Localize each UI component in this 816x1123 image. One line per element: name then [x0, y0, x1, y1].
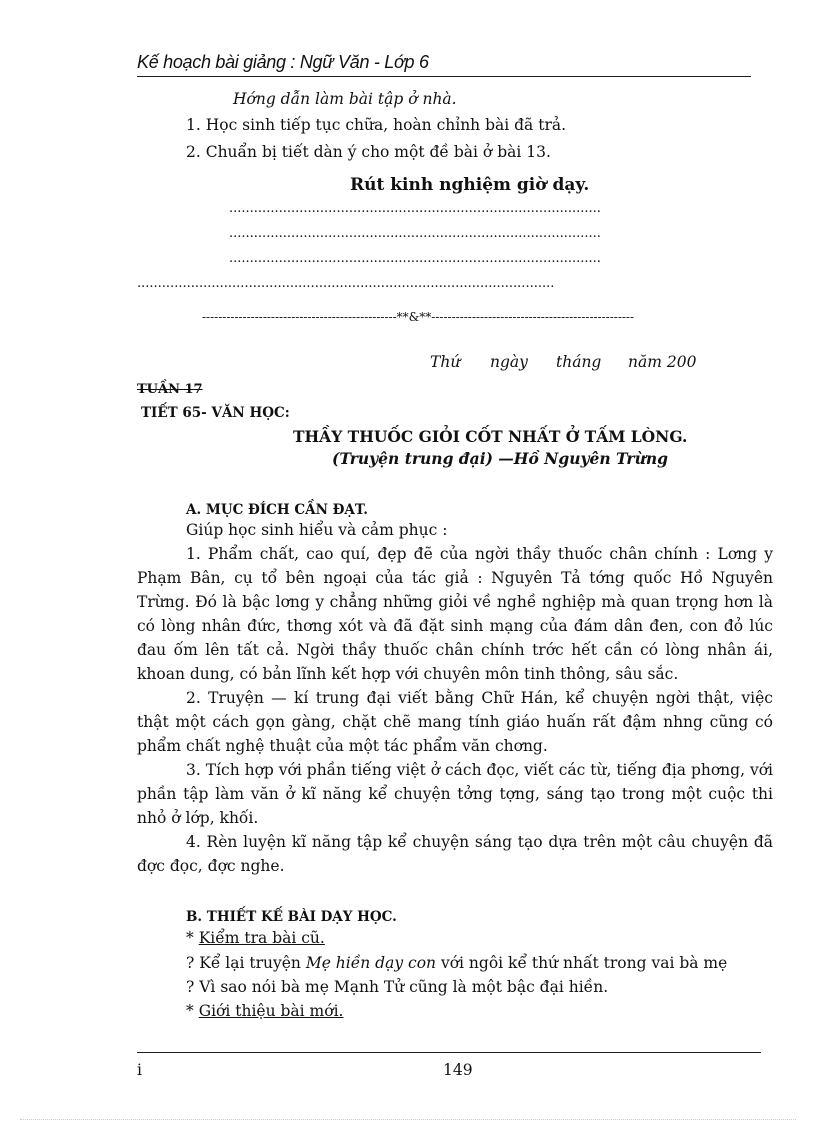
- week-label: TUẦN 17: [137, 382, 203, 397]
- review-heading: Rút kinh nghiệm giờ dạy.: [350, 175, 590, 195]
- page-header: Kế hoạch bài giảng : Ngữ Văn - Lớp 6: [137, 52, 429, 72]
- homework-item-1: 1. Học sinh tiếp tục chữa, hoàn chỉnh bài đã trả.: [186, 116, 567, 134]
- page-edge: [20, 1119, 796, 1120]
- date-thu: Thứ: [430, 353, 461, 371]
- new-lesson-intro: [186, 999, 343, 1023]
- review-dots-2: ..........................................................................................: [229, 226, 601, 241]
- review-dots-4: .....................................................................................................: [137, 276, 555, 291]
- section-a-body: [137, 542, 773, 878]
- check-old-lesson: [186, 926, 325, 950]
- section-a-heading: A. MỤC ĐÍCH CẦN ĐẠT.: [186, 502, 368, 518]
- date-nam: năm 200: [628, 353, 697, 371]
- question-1: [186, 951, 727, 975]
- page-number: 149: [443, 1061, 473, 1079]
- review-dots-3: ..........................................................................................: [229, 251, 601, 266]
- date-ngay: ngày: [490, 353, 528, 371]
- lesson-title: THẦY THUỐC GIỎI CỐT NHẤT Ở TẤM LÒNG.: [293, 427, 688, 446]
- objective-3: 3. Tích hợp với phần tiếng việt ở cách đọc, viết các từ, tiếng địa phơng, với phần tập làm văn ở kĩ năng kể chuyện tởng tợng, sáng tạo trong một cuộc thi nhỏ ở lớp, khối.: [137, 761, 773, 827]
- homework-item-2: 2. Chuẩn bị tiết dàn ý cho một đề bài ở bài 13.: [186, 143, 551, 161]
- objective-4: 4. Rèn luyện kĩ năng tập kể chuyện sáng tạo dựa trên một câu chuyện đã đợc đọc, đợc nghe.: [137, 833, 773, 875]
- lesson-subtitle: (Truyện trung đại) —Hồ Nguyên Trừng: [332, 449, 668, 468]
- objective-1: 1. Phẩm chất, cao quí, đẹp đẽ của ngời thầy thuốc chân chính : Lơng y Phạm Bân, cụ tổ bên ngoại của tác giả : Nguyên Tả tớng quốc Hồ Nguyên Trừng. Đó là bậc lơng y chẳng những giỏi về nghề nghiệp mà quan trọng hơn là có lòng nhân đức, thơng xót và đã đặt sinh mạng của đám dân đen, con đỏ lúc đau ốm lên tất cả. Ngời thầy thuốc chân chính trớc hết cần có lòng nhân ái, khoan dung, có bản lĩnh kết hợp với chuyên môn tinh thông, sâu sắc.: [137, 545, 773, 683]
- section-a-intro: Giúp học sinh hiểu và cảm phục :: [186, 521, 448, 539]
- bullet: *: [186, 929, 199, 947]
- bullet: *: [186, 1002, 199, 1020]
- review-dots-1: ..........................................................................................: [229, 201, 601, 216]
- question-1-suffix: với ngôi kể thứ nhất trong vai bà mẹ: [436, 954, 728, 972]
- check-old-lesson-label: Kiểm tra bài cũ.: [198, 929, 325, 947]
- footer-left: i: [137, 1061, 142, 1079]
- new-lesson-intro-label: Giới thiệu bài mới.: [198, 1002, 344, 1020]
- objective-2: 2. Truyện — kí trung đại viết bằng Chữ Hán, kể chuyện ngời thật, việc thật một cách gọn gàng, chặt chẽ mang tính giáo huấn rất đậm nhng cũng có phẩm chất nghệ thuật của một tác phẩm văn chơng.: [137, 689, 773, 755]
- homework-heading: Hớng dẫn làm bài tập ở nhà.: [233, 90, 457, 108]
- footer-rule: [137, 1052, 761, 1053]
- question-1-prefix: ? Kể lại truyện: [186, 954, 306, 972]
- section-separator: ------------------------------------------------**&**--------------------------------------------------: [202, 310, 635, 324]
- question-2: ? Vì sao nói bà mẹ Mạnh Tử cũng là một bậc đại hiền.: [186, 978, 609, 996]
- section-b-heading: B. THIẾT KẾ BÀI DẠY HỌC.: [186, 909, 397, 925]
- date-thang: tháng: [556, 353, 602, 371]
- header-rule: [137, 76, 751, 77]
- lesson-label: TIẾT 65- VĂN HỌC:: [141, 405, 290, 421]
- question-1-story: Mẹ hiền dạy con: [305, 954, 437, 972]
